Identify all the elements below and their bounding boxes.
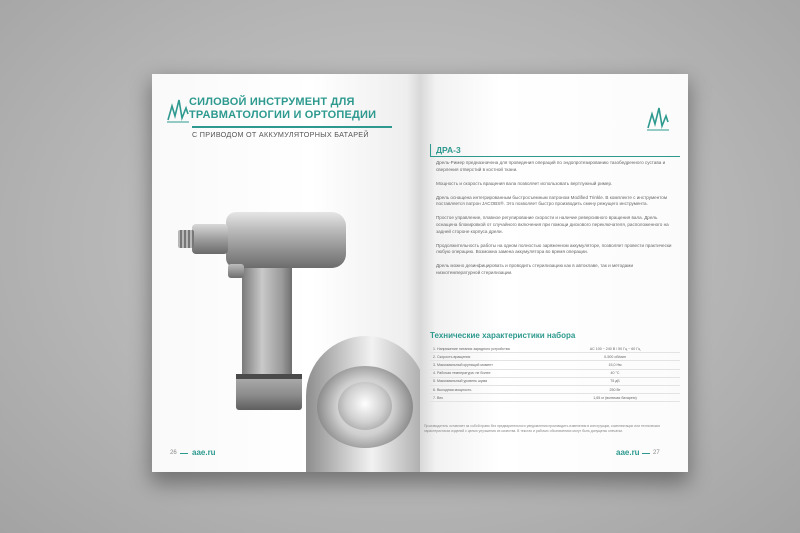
- description-paragraph: Простое управление, плавное регулирование скорости и наличие реверсивного вращения вала. Дрель оснащена блокировкой от случайного включения при помощи дискового переключателя, расположенного на задней стороне корпуса дрели.: [436, 215, 669, 234]
- title-line-1: СИЛОВОЙ ИНСТРУМЕНТ ДЛЯ: [189, 96, 355, 108]
- spec-label: 6. Выходная мощность: [430, 385, 550, 393]
- page-number-left: 26: [170, 450, 177, 456]
- spec-label: 2. Скорость вращения: [430, 353, 550, 361]
- drill-battery: [236, 374, 302, 410]
- spec-label: 4. Рабочая температура: не более: [430, 369, 550, 377]
- product-description: [436, 160, 676, 284]
- drill-trigger: [228, 264, 244, 278]
- description-paragraph: Продолжительность работы на одном полностью заряженном аккумуляторе, позволяет провести практически любую операцию. Возможна замена аккумулятора во время операции.: [436, 242, 672, 255]
- disclaimer-text: Производитель оставляет за собой право без предварительного уведомления производить изменения в конструкции, комплектации или технических характеристиках изделий с целью улучшения их качества. В текстах и рабочих обозначениях могут быть допущены опечатки.: [424, 424, 661, 433]
- spec-value: 250 Вт: [550, 385, 680, 393]
- page-subtitle: С ПРИВОДОМ ОТ АККУМУЛЯТОРНЫХ БАТАРЕЙ: [192, 130, 369, 139]
- drill-nose: [192, 224, 228, 254]
- spec-label: 3. Максимальный крутящий момент: [430, 361, 550, 369]
- drill-handle: [242, 264, 292, 382]
- spec-value: 40 °С: [550, 369, 680, 377]
- table-row: [430, 377, 680, 385]
- aae-logo-icon: [166, 96, 190, 124]
- description-paragraph: Дрель можно дезинфицировать и проводить стерилизацию как в автоклаве, так и методами низкотемпературной стерилизации.: [436, 263, 634, 276]
- table-row: [430, 385, 680, 393]
- spec-label: 5. Максимальный уровень шума: [430, 377, 550, 385]
- drill-body: [226, 212, 346, 268]
- drill-chuck: [178, 230, 194, 248]
- brochure-right-page: [420, 74, 688, 472]
- footer-rule-right: [642, 453, 650, 454]
- description-paragraph: Мощность и скорость вращения вала позволяет использовать вертлужный ример.: [436, 180, 613, 186]
- table-row: [430, 369, 680, 377]
- spec-value: AC 100 ~ 240 В / 50 Гц ~ 60 Гц: [550, 345, 680, 353]
- footer-rule-left: [180, 453, 188, 454]
- table-row: [430, 353, 680, 361]
- page-title: [189, 96, 376, 122]
- spec-value: 1,65 кг (включая батарею): [550, 394, 680, 402]
- specs-title: Технические характеристики набора: [430, 331, 576, 340]
- title-underline: [192, 126, 392, 128]
- site-link-left[interactable]: aae.ru: [192, 448, 216, 457]
- site-link-right[interactable]: aae.ru: [616, 448, 640, 457]
- description-paragraph: Дрель-Ример предназначена для проведения операций по эндопротезированию тазобедренного сустава и сверления отверстий в костной ткани.: [436, 160, 666, 172]
- spec-value: 15,0 Нм: [550, 361, 680, 369]
- specs-table: [430, 345, 680, 402]
- section-rule-vertical: [430, 144, 431, 156]
- section-rule: [430, 156, 680, 157]
- table-row: [430, 361, 680, 369]
- page-number-right: 27: [653, 450, 660, 456]
- aae-logo-icon-right: [646, 104, 670, 132]
- table-row: [430, 394, 680, 402]
- title-line-2: ТРАВМАТОЛОГИИ И ОРТОПЕДИИ: [189, 109, 377, 121]
- spec-value: 75 дБ: [550, 377, 680, 385]
- spec-value: 0-500 об/мин: [550, 353, 680, 361]
- drill-battery-seam: [236, 374, 302, 379]
- spec-label: 7. Вес: [430, 394, 550, 402]
- spec-label: 1. Напряжение питания зарядного устройства: [430, 345, 550, 353]
- product-title: ДРА-3: [436, 145, 461, 155]
- closeup-chuck: [338, 382, 392, 430]
- table-row: [430, 345, 680, 353]
- description-paragraph: Дрель оснащена интегрированным быстросъемным патроном Modified Trinkle. В комплекте с инструментом поставляется патрон JACOBS®. Это позволяет быстро производить смену режущего инструмента.: [436, 194, 668, 207]
- brochure-left-page: [152, 74, 420, 472]
